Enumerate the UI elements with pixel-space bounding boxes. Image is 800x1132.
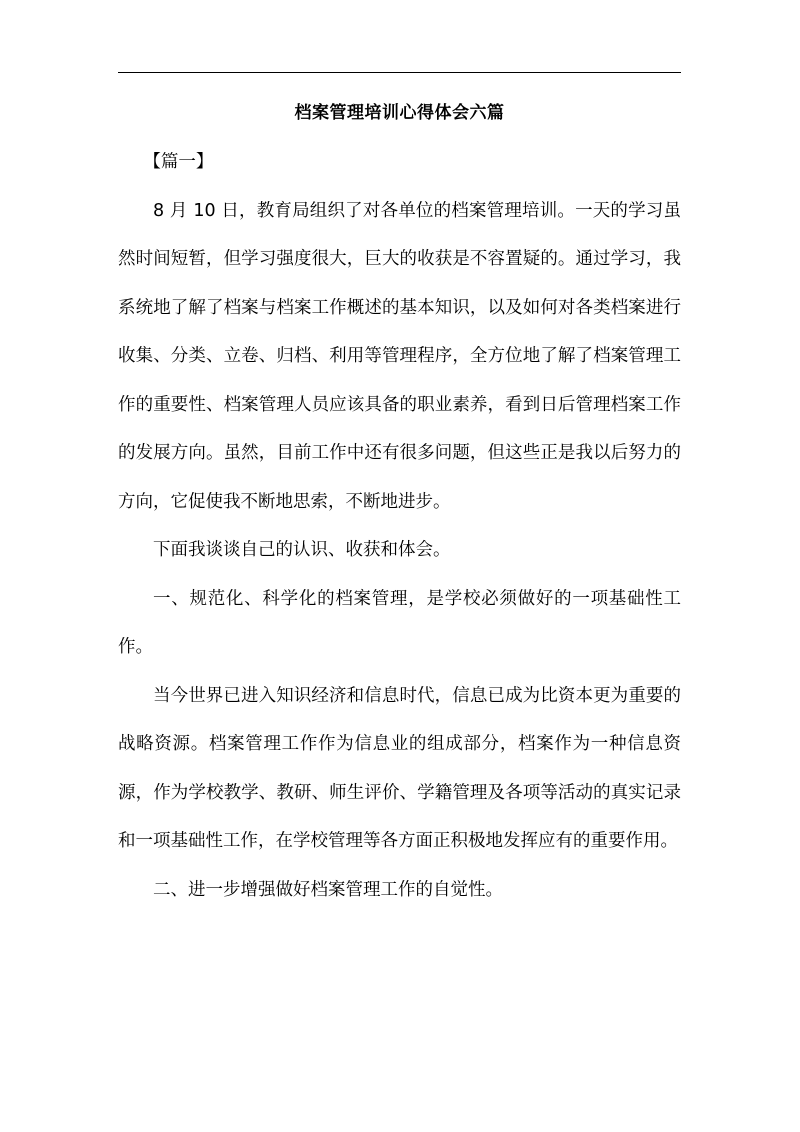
header-rule — [118, 72, 681, 73]
paragraph-point-one-body: 当今世界已进入知识经济和信息时代，信息已成为比资本更为重要的战略资源。档案管理工作作为信息业的组成部分，档案作为一种信息资源，作为学校教学、教研、师生评价、学籍管理及各项等活动的真实记录和一项基础性工作，在学校管理等各方面正积极地发挥应有的重要作用。 — [118, 685, 681, 851]
document-title: 档案管理培训心得体会六篇 — [294, 103, 505, 123]
document-body — [118, 138, 681, 914]
paragraph-intro: 8 月 10 日，教育局组织了对各单位的档案管理培训。一天的学习虽然时间短暂，但学习强度很大，巨大的收获是不容置疑的。通过学习，我系统地了解了档案与档案工作概述的基本知识，以及如何对各类档案进行收集、分类、立卷、归档、利用等管理程序，全方位地了解了档案管理工作的重要性、档案管理人员应该具备的职业素养，看到日后管理档案工作的发展方向。虽然，目前工作中还有很多问题，但这些正是我以后努力的方向，它促使我不断地思索，不断地进步。 — [118, 200, 681, 512]
paragraph-transition: 下面我谈谈自己的认识、收获和体会。 — [153, 540, 451, 560]
section-label: 【篇一】 — [143, 152, 214, 172]
paragraph-point-two-heading: 二、进一步增强做好档案管理工作的自觉性。 — [153, 879, 503, 900]
paragraph-point-one-heading: 一、规范化、科学化的档案管理，是学校必须做好的一项基础性工作。 — [118, 588, 681, 657]
